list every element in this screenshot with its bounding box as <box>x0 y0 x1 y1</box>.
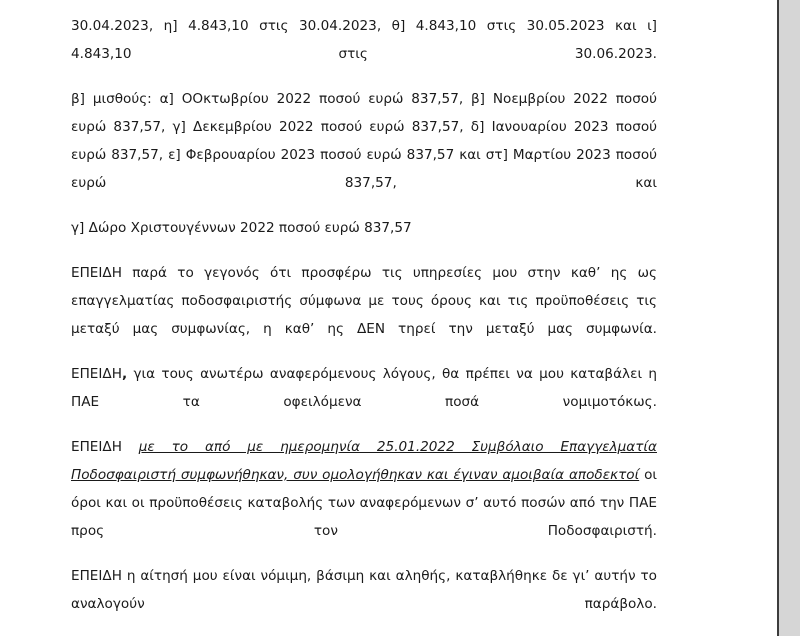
paragraph-payment-dates: 30.04.2023, η] 4.843,10 στις 30.04.2023, θ] 4.843,10 στις 30.05.2023 και ι] 4.843,10 στις 30.06.2023. <box>71 18 657 62</box>
underlined-italic-contract-text: με το από με ημερομηνία 25.01.2022 Συμβόλαιο Επαγγελματία Ποδοσφαιριστή συμφωνήθηκαν, συν ομολογήθηκαν και έγιναν αμοιβαία αποδεκτοί <box>71 439 657 483</box>
paragraph-lead-word: ΕΠΕΙΔΗ <box>71 439 139 455</box>
paragraph-contract <box>71 433 657 545</box>
viewer-background-strip <box>779 0 800 636</box>
paragraph-salaries: β] μισθούς: α] ΟΟκτωβρίου 2022 ποσού ευρώ 837,57, β] Νοεμβρίου 2022 ποσού ευρώ 837,57, γ] Δεκεμβρίου 2022 ποσού ευρώ 837,57, δ] Ιανουαρίου 2023 ποσού ευρώ 837,57, ε] Φεβρουαρίου 2023 ποσού ευρώ 837,57 και στ] Μαρτίου 2023 ποσού ευρώ 837,57, και <box>71 91 657 191</box>
bold-comma: , <box>121 366 128 382</box>
paragraph-application-fee: ΕΠΕΙΔΗ η αίτησή μου είναι νόμιμη, βάσιμη και αληθής, καταβλήθηκε δε γι’ αυτήν το αναλογούν παράβολο. <box>71 568 657 612</box>
paragraph-owed-amounts <box>71 360 657 416</box>
paragraph-christmas-bonus: γ] Δώρο Χριστουγέννων 2022 ποσού ευρώ 837,57 <box>71 220 412 236</box>
paragraph-lead-word: ΕΠΕΙΔΗ <box>71 366 122 382</box>
paragraph-breach: ΕΠΕΙΔΗ παρά το γεγονός ότι προσφέρω τις υπηρεσίες μου στην καθ’ ης ως επαγγελματίας ποδοσφαιριστής σύμφωνα με τους όρους και τις προϋποθέσεις τις μεταξύ μας συμφωνίας, η καθ’ ης ΔΕΝ τηρεί την μεταξύ μας συμφωνία. <box>71 265 657 337</box>
paragraph-text: οι όροι και οι προϋποθέσεις καταβολής των αναφερόμενων σ’ αυτό ποσών από την ΠΑΕ προς τον Ποδοσφαιριστή. <box>71 467 657 539</box>
document-page <box>71 0 657 636</box>
paragraph-text: για τους ανωτέρω αναφερόμενους λόγους, θα πρέπει να μου καταβάλει η ΠΑΕ τα οφειλόμενα ποσά νομιμοτόκως. <box>71 366 657 410</box>
